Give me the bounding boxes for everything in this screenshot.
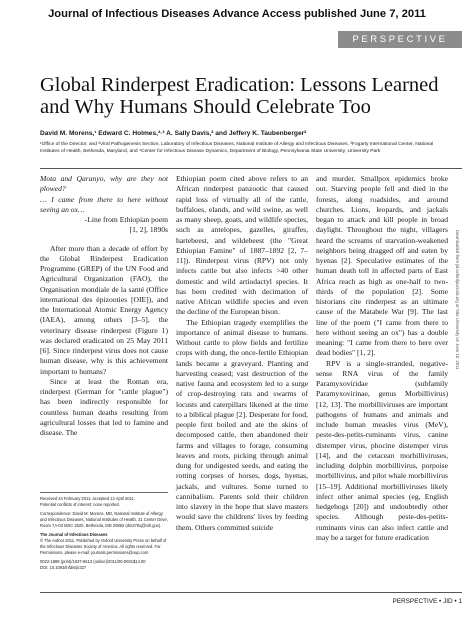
paragraph: The Ethiopian tragedy exemplifies the importance of animal disease to humans. Without cattle to plow fields and fertilize crops with dung, the once-fertile Ethiopian lands became a graveyard. Planting and harvesting ceased; vast destruction of the native fauna and ecosystem led to a surge of crop-destroying rats and swarms of locusts and caterpillars likened at the time to a biblical plague [2]. Desperate for food, people first boiled and ate the skins of decomposed cattle, then abandoned their farms and villages to forage, consuming leaves and roots, picking through animal dung for undigested seeds, and eating the rotting corpses of horses, dogs, hyenas, jackals, and vultures. Some turned to cannibalism. Parents sold their children into slavery in the hope that slave masters would save the childrens' lives by feeding them. Others committed suicide xyxy=(176,317,308,532)
received-dates: Received 24 February 2011; accepted 12 April 2011. xyxy=(40,496,135,501)
column-1 xyxy=(40,174,168,438)
correspondence: Correspondence: David M. Morens, MD, National Institute of Allergy and Infectious Diseases, National Institutes of Health, 31 Center Drive, Room 7A-03 MSC 2520, Bethesda, MD 20892 (dm270q@nih.gov). xyxy=(40,511,168,528)
epigraph-citation: -Line from Ethiopian poem xyxy=(84,215,168,224)
header-rule xyxy=(40,168,462,169)
paragraph: Since at least the Roman era, rinderpest (German for "cattle plague") has been indirectly responsible for countless human deaths resulting from agricultural losses that led to famine and disease. The xyxy=(40,376,168,437)
column-2 xyxy=(176,174,308,533)
journal-name: The Journal of Infectious Diseases xyxy=(40,532,108,537)
article-title: Global Rinderpest Eradication: Lessons Learned and Why Humans Should Celebrate Too xyxy=(40,74,439,118)
conflicts-statement: Potential conflicts of interest: none reported. xyxy=(40,502,120,507)
copyright: © The Author 2011. Published by Oxford University Press on behalf of the Infectious Diseases Society of America. All rights reserved. For Permissions, please e-mail: journals.permissions@oup.com xyxy=(40,538,167,555)
paragraph: After more than a decade of effort by the Global Rinderpest Eradication Programme (GREP) of the UN Food and Agricultural Organization (FAO), the Organisation mondiale de la santé (Office international des épizooties [OIE]), and the International Atomic Energy Agency (IAEA), among others [3–5], the veterinary disease rinderpest (Figure 1) was declared eradicated on 25 May 2011 [6]. Since rinderpest virus does not cause human disease, why is this achievement important to humans? xyxy=(40,243,168,376)
epigraph-citation-ref: [1, 2], 1890s xyxy=(129,225,168,235)
author-list: David M. Morens,¹ Edward C. Holmes,²·³ A. Sally Davis,² and Jeffery K. Taubenberger² xyxy=(40,130,307,137)
issn: 0022-1899 (print)/1537-6613 (online)/2011/00-0001$14.00 xyxy=(40,559,146,564)
epigraph-line-1: Mota and Qaranyo, why are they not plowed? xyxy=(40,174,168,194)
doi: DOI: 10.1093/infdis/jir327 xyxy=(40,565,87,570)
footnote xyxy=(40,496,168,574)
page-footer: PERSPECTIVE • JID • 1 xyxy=(392,598,462,605)
affiliations: ¹Office of the Director, and ²Viral Pathogenesis Section, Laboratory of Infectious Diseases, National Institute of Allergy and Infectious Diseases, ³Fogarty International Center, National Institutes of Health, Bethesda, Maryland, and ⁴Center for Infectious Disease Dynamics, Department of Biology, Pennsylvania State University, University Park xyxy=(40,142,434,154)
epigraph-line-2: … I came from there to here without seeing an ox… xyxy=(40,194,168,214)
section-label: PERSPECTIVE xyxy=(338,31,462,48)
journal-banner: Journal of Infectious Diseases Advance Access published June 7, 2011 xyxy=(48,8,426,20)
paragraph: and murder. Smallpox epidemics broke out. Starving people fell and died in the forests, along roadsides, and around churches. Lions, leopards, and jackals began to attack and kill people in broad daylight. Throughout the night, villagers heard the screams of starvation-weakened neighbors being dragged off and eaten by hyenas [2]. Speculative estimates of the human death toll in affected parts of East Africa reach as high as one-half to two-thirds of the population [2]. Some historians cite rinderpest as an ultimate cause of the Matabele War [9]. The last line of the poem ("I came from there to here without seeing an ox") has a double meaning: "I came from there to here over dead bodies" [1, 2]. xyxy=(316,174,448,358)
column-3 xyxy=(316,174,448,543)
footer-rule xyxy=(40,592,462,593)
paragraph: RPV is a single-stranded, negative-sense RNA virus of the family Paramyxoviridae (subfamily Paramyxovirinae, genus Morbillivirus) [12, 13]. The morbilliviruses are important pathogens of humans and animals and include human measles virus (MeV), peste-des-petits-ruminants virus, canine distemper virus, phocine distemper virus [14], and the cetacean morbilliviruses, including dolphin morbillivirus, porpoise morbillivirus, and pilot whale morbillivirus [15–19]. Additional morbilliviruses likely infect other animal species (eg, English hedgehogs [20]) and undoubtedly other species. Although peste-des-petits-ruminants virus can also infect cattle and may be a target for future eradication xyxy=(316,358,448,542)
paragraph: Ethiopian poem cited above refers to an African rinderpest panzootic that caused rapid loss of virtually all of the cattle, buffaloes, elands, and wild swine, as well as many sheep, goats, and wildlife species, such as antelopes, gazelles, giraffes, hartebeest, and wildebeest (the "Great Ethiopian Famine" of 1887–1892 [2, 7–11]). Rinderpest virus (RPV) not only infects cattle but also infects >40 other domestic and wild artiodactyl species. It has been credited with decimation of native African wildlife species and even the decline of the European bison. xyxy=(176,174,308,317)
footnote-rule xyxy=(40,492,168,493)
download-watermark: Downloaded from jid.oxfordjournals.org at Yale University on June 10, 2011 xyxy=(455,230,460,370)
